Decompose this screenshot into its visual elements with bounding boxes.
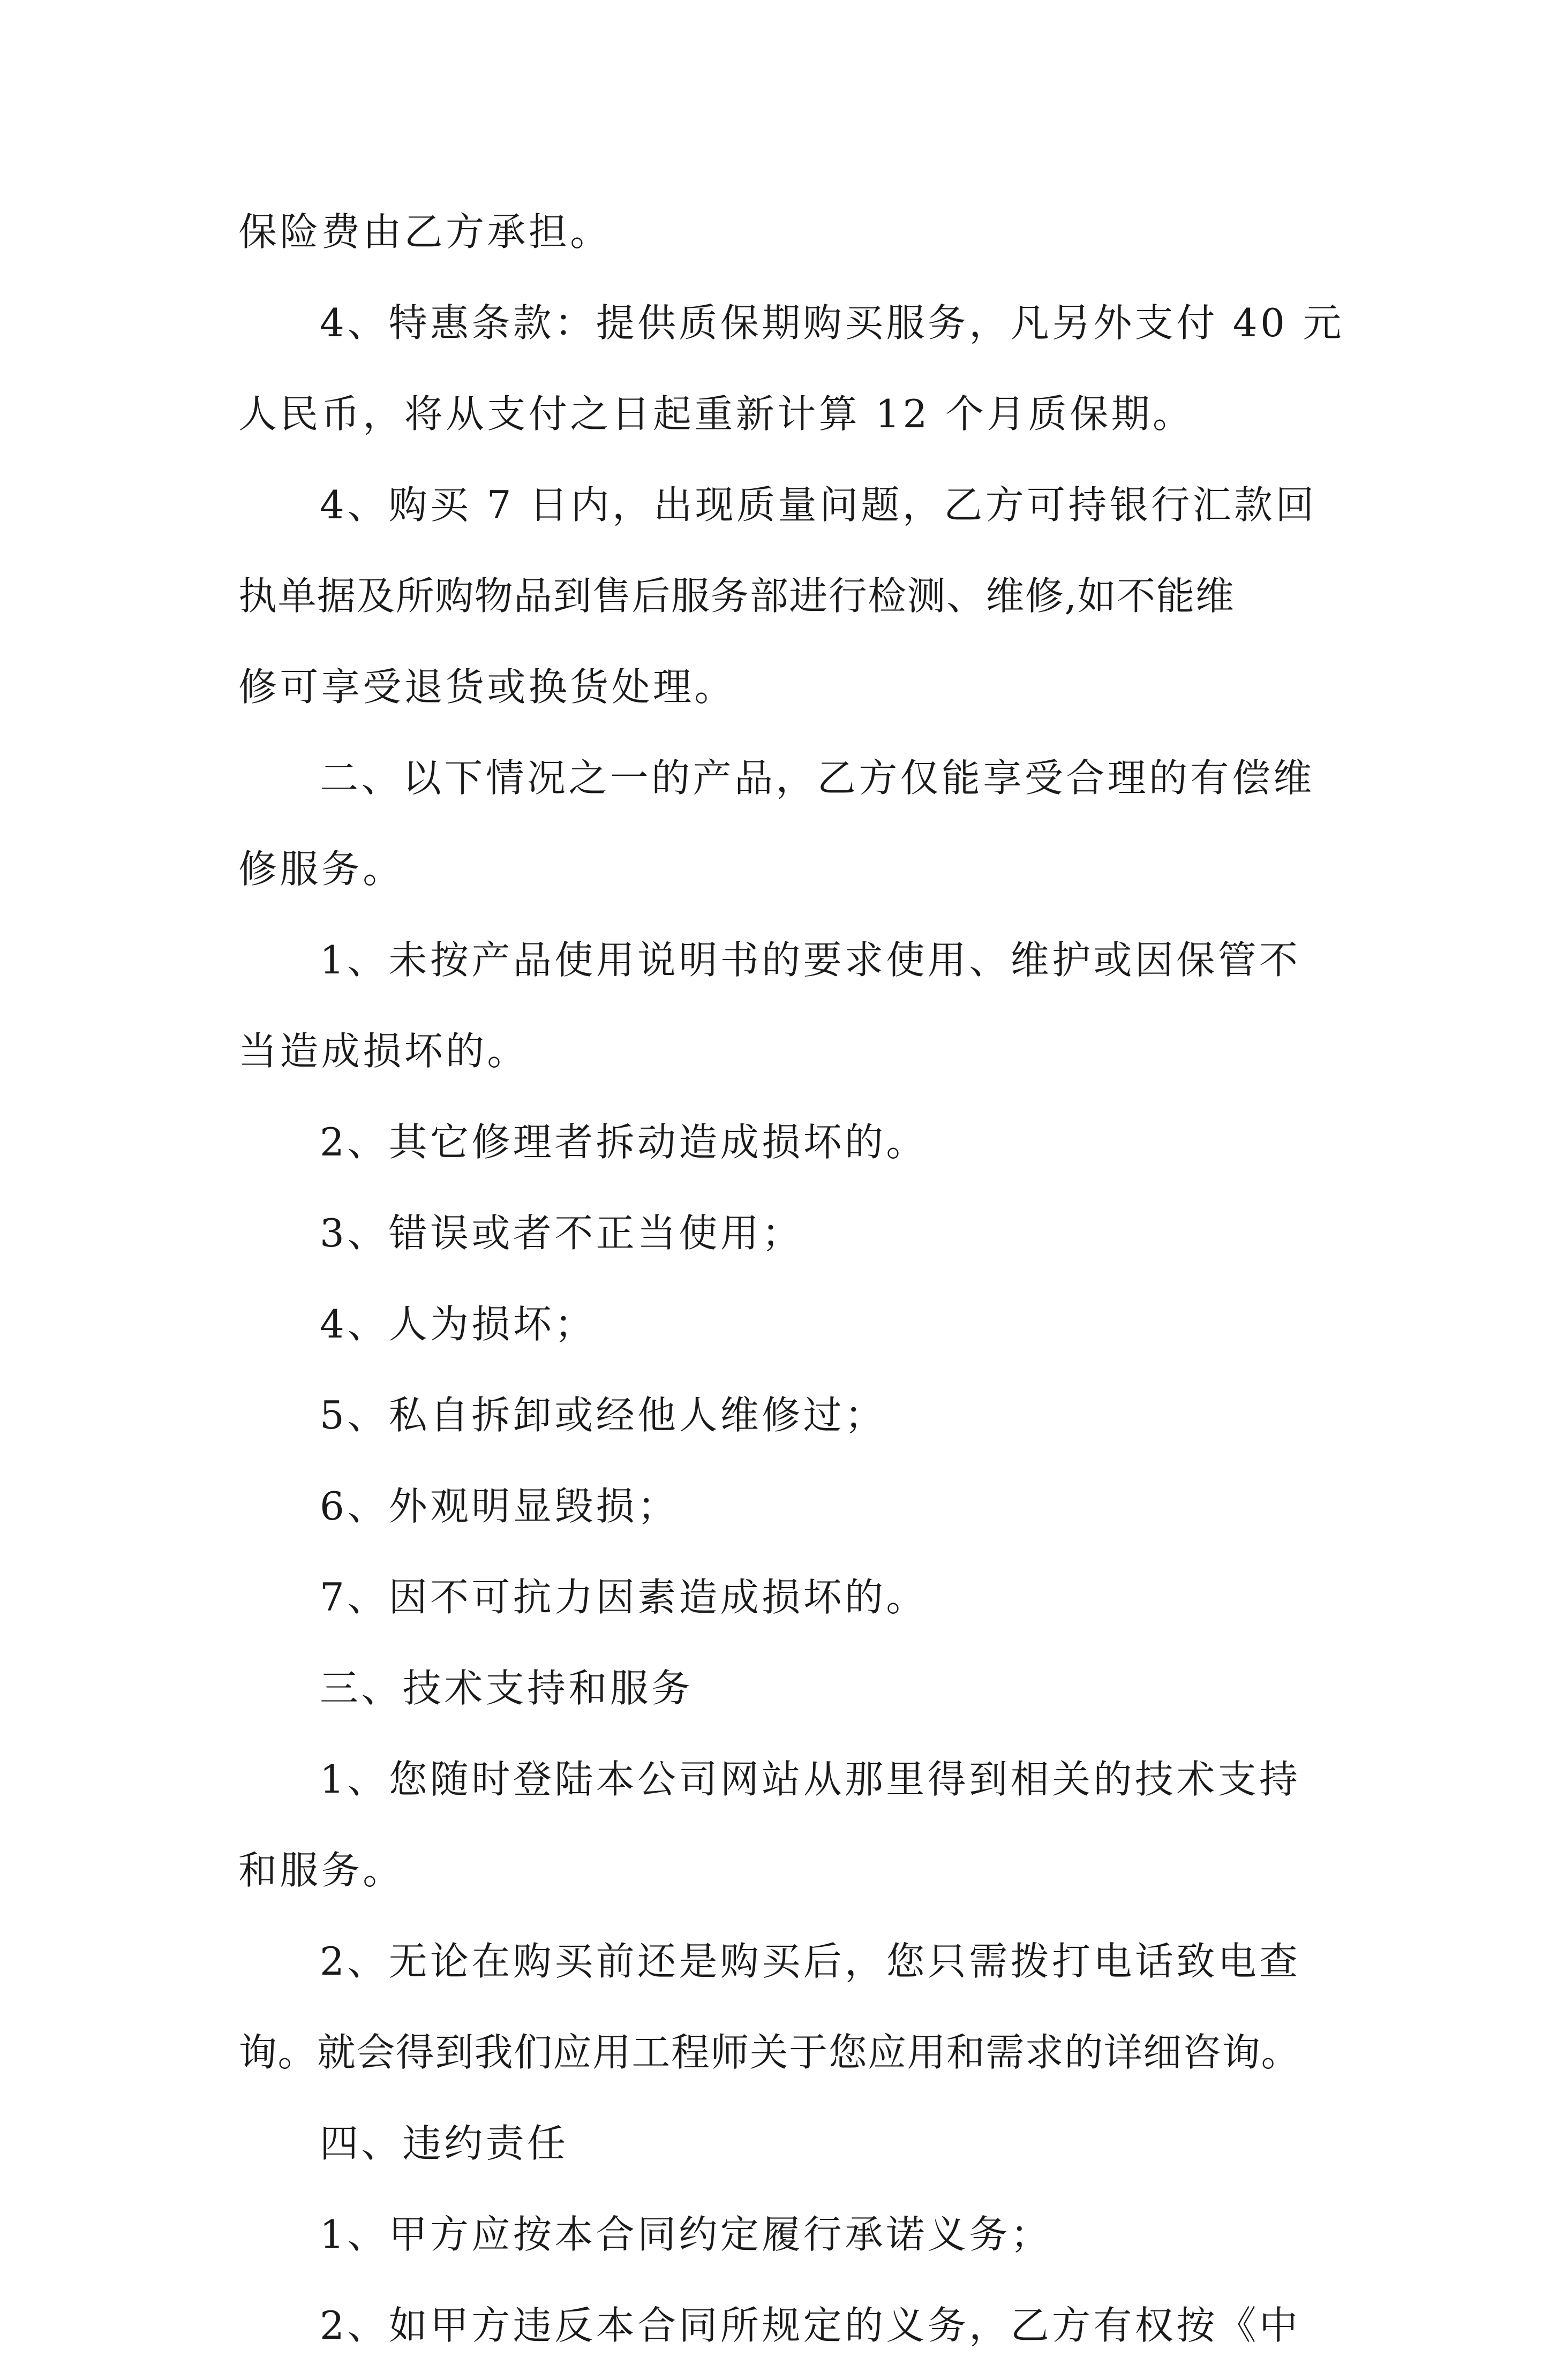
text-line: 修可享受退货或换货处理。 bbox=[238, 664, 736, 709]
text-line: 1、甲方应按本合同约定履行承诺义务； bbox=[320, 2212, 1052, 2257]
text-line: 1、您随时登陆本公司网站从那里得到相关的技术支持 bbox=[320, 1757, 1301, 1802]
text-line: 2、如甲方违反本合同所规定的义务，乙方有权按《中 bbox=[320, 2303, 1301, 2348]
text-line: 和服务。 bbox=[238, 1848, 404, 1893]
text-line: 4、购买 7 日内，出现质量问题，乙方可持银行汇款回 bbox=[320, 482, 1317, 527]
text-line: 人民币，将从支付之日起重新计算 12 个月质保期。 bbox=[238, 391, 1194, 436]
text-line: 保险费由乙方承担。 bbox=[238, 209, 612, 254]
section-heading: 三、技术支持和服务 bbox=[320, 1666, 693, 1711]
text-line: 1、未按产品使用说明书的要求使用、维护或因保管不 bbox=[320, 938, 1301, 983]
text-line: 2、其它修理者拆动造成损坏的。 bbox=[320, 1120, 928, 1165]
text-line: 修服务。 bbox=[238, 847, 404, 891]
text-line: 5、私自拆卸或经他人维修过； bbox=[320, 1393, 886, 1438]
text-line: 2、无论在购买前还是购买后，您只需拨打电话致电查 bbox=[320, 1939, 1301, 1984]
text-line: 执单据及所购物品到售后服务部进行检测、维修,如不能维 bbox=[238, 573, 1235, 618]
text-line: 6、外观明显毁损； bbox=[320, 1484, 679, 1529]
section-heading: 四、违约责任 bbox=[320, 2121, 569, 2166]
text-line: 3、错误或者不正当使用； bbox=[320, 1211, 803, 1256]
text-line: 当造成损坏的。 bbox=[238, 1029, 529, 1074]
text-line: 4、人为损坏； bbox=[320, 1302, 596, 1347]
contract-text-body bbox=[238, 195, 1344, 2380]
text-line: 4、特惠条款：提供质保期购买服务，凡另外支付 40 元 bbox=[320, 300, 1344, 345]
text-line: 二、以下情况之一的产品，乙方仅能享受合理的有偿维 bbox=[320, 755, 1315, 800]
text-line: 询。就会得到我们应用工程师关于您应用和需求的详细咨询。 bbox=[238, 2030, 1300, 2075]
text-line: 7、因不可抗力因素造成损坏的。 bbox=[320, 1575, 928, 1620]
